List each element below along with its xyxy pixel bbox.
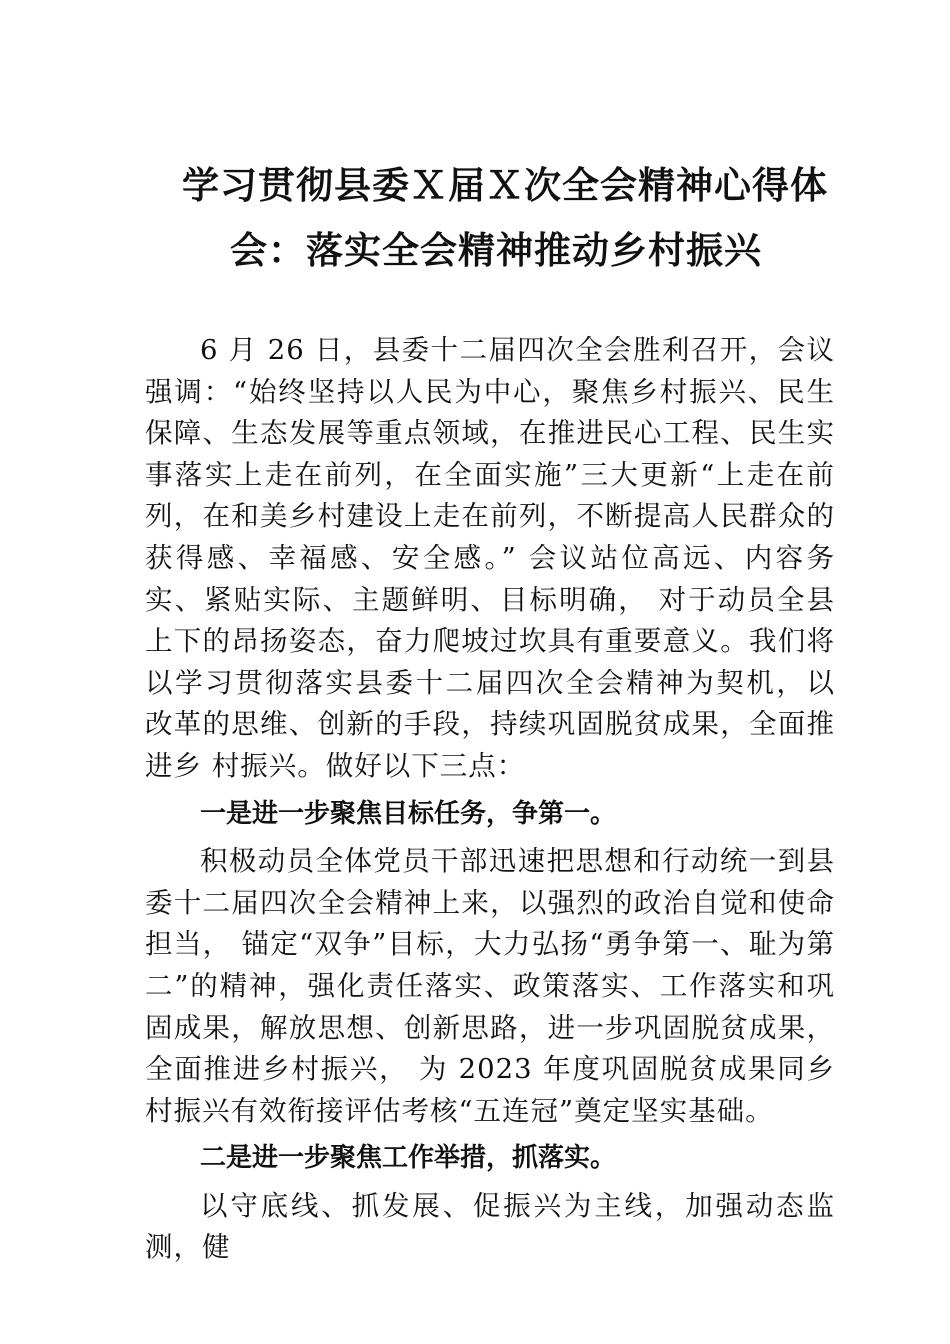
- section-1-paragraph: 积极动员全体党员干部迅速把思想和行动统一到县委十二届四次全会精神上来，以强烈的政治自觉和使命担当， 锚定“双争”目标，大力弘扬“勇争第一、耻为第二”的精神，强化责任落实、政策落实、工作落实和巩固成果，解放思想、创新思路，进一步巩固脱贫成果，全面推进乡村振兴， 为 2023 年度巩固脱贫成果同乡村振兴有效衔接评估考核“五连冠”奠定坚实基础。: [145, 845, 835, 1127]
- intro-paragraph: 6 月 26 日，县委十二届四次全会胜利召开，会议强调：“始终坚持以人民为中心，聚焦乡村振兴、民生保障、生态发展等重点领域，在推进民心工程、民生实事落实上走在前列，在全面实施”三大更新“上走在前列，在和美乡村建设上走在前列，不断提高人民群众的获得感、幸福感、安全感。” 会议站位高远、内容务实、紧贴实际、主题鲜明、目标明确， 对于动员全县上下的昂扬姿态，奋力爬坡过坎具有重要意义。我们将以学习贯彻落实县委十二届四次全会精神为契机，以 改革的思维、创新的手段，持续巩固脱贫成果，全面推进乡 村振兴。做好以下三点：: [145, 334, 835, 782]
- section-1-heading: 一是进一步聚焦目标任务，争第一。: [200, 798, 617, 829]
- document-title-line-2: 会：落实全会精神推动乡村振兴: [230, 228, 762, 272]
- section-2-heading: 二是进一步聚焦工作举措，抓落实。: [200, 1143, 617, 1174]
- document-body: [145, 330, 835, 1269]
- section-2-paragraph: 以守底线、抓发展、促振兴为主线，加强动态监测，健: [145, 1189, 835, 1264]
- document-title-line-1: 学习贯彻县委Ｘ届Ｘ次全会精神心得体: [182, 163, 828, 207]
